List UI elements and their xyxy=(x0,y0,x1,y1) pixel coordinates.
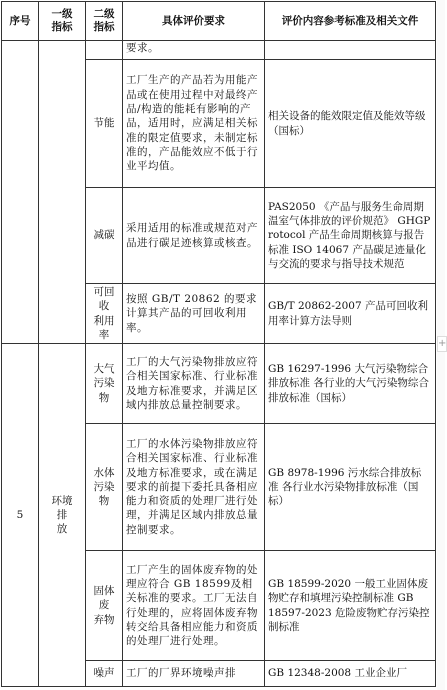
header-level1-line: 一级 xyxy=(51,8,73,20)
level2-cell xyxy=(86,661,123,687)
reference-cell: GB 8978-1996 污水综合排放标准 各行业水污染物排放标准（国标） xyxy=(265,424,436,551)
requirement-cell: 工厂产生的固体废弃物的处理应符合 GB 18599及相关标准的要求。工厂无法自行处理的，应将固体废弃物转交给具备相应能力和资质的处理厂进行处理。 xyxy=(123,551,265,661)
level2-line: 污染 xyxy=(93,480,115,493)
requirement-cell: 按照 GB/T 20862 的要求计算其产品的可回收利用率。 xyxy=(123,284,265,344)
plus-icon[interactable]: + xyxy=(437,336,447,352)
level2-line: 率 xyxy=(98,328,110,341)
level2-cell xyxy=(86,551,123,661)
level2-line: 污染 xyxy=(93,377,115,390)
requirement-cell: 工厂的大气污染物排放应符合相关国家标准、行业标准及地方标准要求，并满足区域内排放总量控制要求。 xyxy=(123,344,265,424)
level1-line: 放 xyxy=(56,523,68,536)
level2-line: 减碳 xyxy=(93,229,115,242)
table-row xyxy=(2,344,436,424)
level2-line: 弃物 xyxy=(93,613,115,626)
level1-cell-empty xyxy=(39,41,86,344)
header-level2-line: 指标 xyxy=(93,21,115,33)
reference-cell: GB 16297-1996 大气污染物综合排放标准 各行业的大气污染物综合排放标准（国标） xyxy=(265,344,436,424)
level2-line: 废 xyxy=(98,599,110,612)
level2-line: 物 xyxy=(98,495,110,508)
level2-line: 可回 xyxy=(93,285,115,298)
header-row xyxy=(2,2,436,41)
level2-line: 利用 xyxy=(93,314,115,327)
header-level2 xyxy=(86,2,123,41)
level2-cell xyxy=(86,188,123,284)
level2-line: 收 xyxy=(98,300,110,313)
seq-cell-empty xyxy=(2,41,39,344)
reference-cell: GB/T 20862-2007 产品可回收利用率计算方法导则 xyxy=(265,284,436,344)
level2-line: 大气 xyxy=(93,363,115,376)
evaluation-table xyxy=(1,1,436,687)
header-level2-line: 二级 xyxy=(93,8,115,20)
reference-cell xyxy=(265,41,436,60)
level2-cell xyxy=(86,424,123,551)
evaluation-table-page xyxy=(1,1,435,689)
requirement-cell: 工厂生产的产品若为用能产品或在使用过程中对最终产品/构造的能耗有影响的产品，适用时，应满足相关标准的限定值要求，未制定标准的，产品能效应不低于行业平均值。 xyxy=(123,60,265,188)
reference-cell: PAS2050 《产品与服务生命周期温室气体排放的评价规范》 GHGP rotocol 产品生命周期核算与报告标准 ISO 14067 产品碳足迹量化与交流的要求与指导技术规范 xyxy=(265,188,436,284)
header-level1-line: 指标 xyxy=(51,21,73,33)
table-row xyxy=(2,41,436,60)
level2-cell xyxy=(86,344,123,424)
level1-cell xyxy=(39,344,86,687)
requirement-cell: 工厂的水体污染物排放应符合相关国家标准、行业标准及地方标准要求，或在满足要求的前提下委托具备相应能力和资质的处理厂进行处理，并满足区域内排放总量控制要求。 xyxy=(123,424,265,551)
requirement-cell: 要求。 xyxy=(123,41,265,60)
header-requirement: 具体评价要求 xyxy=(123,2,265,41)
header-reference: 评价内容参考标准及相关文件 xyxy=(265,2,436,41)
reference-cell: GB 18599-2020 一般工业固体废物贮存和填埋污染控制标准 GB 18597-2023 危险废物贮存污染控制标准 xyxy=(265,551,436,661)
level2-line: 固体 xyxy=(93,585,115,598)
level2-line: 物 xyxy=(98,391,110,404)
requirement-cell: 工厂的厂界环境噪声排 xyxy=(123,661,265,687)
level2-cell xyxy=(86,41,123,60)
level2-cell xyxy=(86,60,123,188)
level2-cell xyxy=(86,284,123,344)
level2-line: 节能 xyxy=(93,117,115,130)
reference-cell: 相关设备的能效限定值及能效等级（国标） xyxy=(265,60,436,188)
level2-line: 水体 xyxy=(93,466,115,479)
header-seq: 序号 xyxy=(2,2,39,41)
seq-cell: 5 xyxy=(2,344,39,687)
reference-cell: GB 12348-2008 工业企业厂 xyxy=(265,661,436,687)
level1-line: 环境 xyxy=(51,494,73,507)
level1-line: 排 xyxy=(56,508,68,521)
header-level1 xyxy=(39,2,86,41)
level2-line: 噪声 xyxy=(93,667,115,680)
requirement-cell: 采用适用的标准或规范对产品进行碳足迹核算或核查。 xyxy=(123,188,265,284)
